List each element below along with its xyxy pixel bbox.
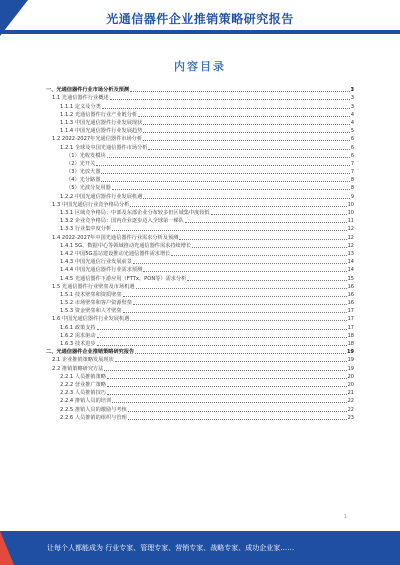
toc-entry-label: 1.6.1 政策支持 [60, 324, 96, 331]
toc-entry-label: 2.1 企业推销策略发展现状 [52, 357, 114, 364]
toc-entry-label: 1.5.3 资金壁垒和人才壁垒 [60, 308, 122, 315]
toc-leader-dots [135, 352, 346, 354]
toc-entry-page: 10 [347, 201, 354, 208]
toc-entry-label: 1.2.1 全球及中国光通信器件市场分析 [60, 144, 148, 151]
toc-entry-label: 1.1.3 中国光通信器件行业发展现状 [60, 119, 143, 126]
toc-leader-dots [112, 188, 350, 190]
toc-entry-page: 14 [347, 259, 354, 266]
toc-entry-page: 4 [350, 119, 354, 126]
toc-entry[interactable] [46, 364, 354, 372]
toc-entry[interactable] [46, 152, 354, 160]
toc-leader-dots [104, 369, 346, 371]
page-footer [0, 531, 400, 565]
toc-entry-label: 1.3.2 企业竞争格局：国内企业逐步迈入全球第一梯队 [60, 218, 184, 225]
toc-entry-page: 11 [347, 218, 354, 225]
toc-entry-label: 1.1.2 光通信器件行业产业链分析 [60, 111, 138, 118]
toc-leader-dots [143, 270, 346, 272]
toc-entry[interactable] [46, 102, 354, 110]
toc-leader-dots [107, 393, 347, 395]
toc-entry[interactable] [46, 405, 354, 413]
toc-entry-label: 2.2.6 人员推销的组织与管理 [60, 414, 127, 421]
toc-entry-page: 12 [347, 226, 354, 233]
toc-leader-dots [128, 418, 347, 420]
toc-entry[interactable] [46, 356, 354, 364]
toc-entry[interactable] [46, 258, 354, 266]
toc-entry-page: 8 [350, 177, 354, 184]
toc-leader-dots [179, 238, 346, 240]
toc-entry-page: 19 [347, 365, 354, 372]
toc-entry-label: 1.1.4 中国光通信器件行业发展趋势 [60, 128, 143, 135]
toc-entry-label: （4）光分路器 [66, 177, 101, 184]
toc-leader-dots [110, 98, 350, 100]
toc-entry-page: 13 [347, 250, 354, 257]
toc-entry[interactable] [46, 176, 354, 184]
toc-entry[interactable] [46, 143, 354, 151]
toc-entry[interactable] [46, 94, 354, 102]
toc-entry[interactable] [46, 184, 354, 192]
toc-entry[interactable] [46, 86, 354, 94]
toc-leader-dots [96, 164, 350, 166]
toc-entry-label: 1.4.3 中国光通信行业发展前景 [60, 259, 132, 266]
toc-entry[interactable] [46, 135, 354, 143]
toc-entry-label: 1.4.4 中国光通信器件行业需求预测 [60, 267, 143, 274]
toc-leader-dots [97, 336, 347, 338]
toc-entry-label: 1.2 2022-2027年光通信器件市场分析 [52, 136, 143, 143]
toc-entry-page: 21 [347, 390, 354, 397]
toc-entry[interactable] [46, 250, 354, 258]
toc-entry-label: 1.2.2 中国光通信器件行业发展机遇 [60, 193, 143, 200]
toc-entry[interactable] [46, 332, 354, 340]
toc-entry[interactable] [46, 397, 354, 405]
toc-entry-page: 3 [350, 103, 354, 110]
toc-entry-label: 1.4.1 5G、数据中心等领域推动光通信器件需求持续增长 [60, 242, 192, 249]
toc-entry-label: （2）光开关 [66, 160, 96, 167]
toc-entry-page: 7 [350, 169, 354, 176]
toc-entry-label: （5）光波分复用器 [66, 185, 111, 192]
toc-entry-page: 20 [347, 381, 354, 388]
toc-entry-page: 20 [347, 373, 354, 380]
toc-entry-label: 1.5 光通信器件行业壁垒及市场机遇 [52, 283, 135, 290]
toc-entry-page: 23 [347, 414, 354, 421]
toc-entry[interactable] [46, 225, 354, 233]
toc-leader-dots [112, 229, 346, 231]
toc-leader-dots [143, 197, 350, 199]
toc-entry[interactable] [46, 315, 354, 323]
toc-leader-dots [148, 148, 349, 150]
toc-leader-dots [143, 123, 350, 125]
toc-entry-page: 8 [350, 185, 354, 192]
toc-entry-page: 7 [350, 160, 354, 167]
toc-entry-page: 6 [350, 152, 354, 159]
toc-entry-page: 3 [350, 95, 354, 102]
toc-entry-label: 1.5.1 技术壁垒和资质壁垒 [60, 291, 122, 298]
toc-leader-dots [143, 131, 350, 133]
toc-entry[interactable] [46, 192, 354, 200]
toc-entry[interactable] [46, 209, 354, 217]
toc-leader-dots [101, 172, 349, 174]
toc-entry[interactable] [46, 414, 354, 422]
toc-entry-page: 4 [350, 111, 354, 118]
toc-leader-dots [138, 115, 350, 117]
toc-leader-dots [133, 262, 347, 264]
toc-entry-page: 16 [347, 283, 354, 290]
toc-entry[interactable] [46, 160, 354, 168]
toc-entry[interactable] [46, 323, 354, 331]
toc-entry-label: （3）光放大器 [66, 169, 101, 176]
toc-entry-page: 19 [347, 357, 354, 364]
toc-leader-dots [102, 107, 350, 109]
toc-entry[interactable] [46, 274, 354, 282]
toc-entry-page: 17 [347, 308, 354, 315]
toc-entry-label: （1）光收发模块 [66, 152, 106, 159]
toc-leader-dots [130, 319, 346, 321]
toc-entry[interactable] [46, 217, 354, 225]
toc-entry[interactable] [46, 348, 354, 356]
toc-leader-dots [130, 205, 346, 207]
toc-leader-dots [211, 213, 347, 215]
toc-entry-label: 2.2.3 人员推销技巧 [60, 390, 106, 397]
toc-entry-label: 1.4.2 中国5G基站建设推动光通信器件需求增长 [60, 250, 171, 257]
toc-entry-page: 15 [347, 275, 354, 282]
toc-entry-page: 6 [350, 136, 354, 143]
toc-entry-page: 22 [347, 406, 354, 413]
toc-entry[interactable] [46, 242, 354, 250]
toc-leader-dots [136, 287, 347, 289]
toc-leader-dots [171, 254, 346, 256]
toc-entry-page: 3 [350, 87, 354, 94]
toc-leader-dots [115, 360, 347, 362]
toc-entry[interactable] [46, 373, 354, 381]
toc-entry[interactable] [46, 340, 354, 348]
toc-entry-page: 12 [347, 242, 354, 249]
toc-entry[interactable] [46, 266, 354, 274]
toc-entry[interactable] [46, 299, 354, 307]
toc-entry[interactable] [46, 291, 354, 299]
toc-entry-label: 1.6.3 技术进步 [60, 341, 96, 347]
toc-entry-page: 14 [347, 267, 354, 274]
toc-leader-dots [107, 385, 347, 387]
toc-entry-page: 17 [347, 324, 354, 331]
toc-leader-dots [185, 221, 347, 223]
toc-entry-label: 2.2.2 营业推广策略 [60, 381, 106, 388]
toc-entry-page: 18 [347, 332, 354, 339]
toc-entry[interactable] [46, 127, 354, 135]
toc-entry-label: 1.3.3 行业集中度分析 [60, 226, 112, 233]
toc-leader-dots [133, 303, 347, 305]
table-of-contents [46, 86, 354, 422]
toc-entry-label: 2.2 推销策略研究方法 [52, 365, 104, 372]
header-rule [0, 30, 400, 34]
toc-entry-page: 16 [347, 300, 354, 307]
toc-entry-page: 16 [347, 291, 354, 298]
toc-entry[interactable] [46, 283, 354, 291]
toc-entry-label: 2.2.5 推销人员的激励与考核 [60, 406, 127, 413]
toc-entry-label: 1.5.2 市场壁垒和客户资源壁垒 [60, 300, 132, 307]
toc-leader-dots [107, 156, 350, 158]
toc-entry-page: 5 [350, 128, 354, 135]
toc-entry[interactable] [46, 307, 354, 315]
toc-entry-page: 19 [347, 349, 354, 356]
page-number: 1 [344, 514, 348, 520]
toc-leader-dots [97, 344, 347, 346]
toc-leader-dots [192, 246, 347, 248]
toc-leader-dots [97, 328, 347, 330]
toc-entry[interactable] [46, 168, 354, 176]
toc-entry-page: 9 [350, 193, 354, 200]
report-title: 光通信器件企业推销策略研究报告 [106, 12, 294, 26]
toc-entry[interactable] [46, 389, 354, 397]
toc-entry-label: 1.1.1 定义及分类 [60, 103, 101, 110]
toc-entry-page: 6 [350, 144, 354, 151]
toc-leader-dots [101, 180, 349, 182]
toc-entry-label: 1.6 中国光通信器件行业发展机遇 [52, 316, 130, 323]
toc-entry-page: 17 [347, 316, 354, 323]
toc-entry-label: 1.3.1 区域竞争格局：中部及东部企业分布较多但区域集中度较低 [60, 210, 210, 216]
toc-entry-label: 一、光通信器件行业市场分析及预测 [46, 87, 130, 94]
toc-leader-dots [123, 311, 347, 313]
toc-leader-dots [128, 410, 347, 412]
toc-heading: 内容目录 [174, 60, 226, 73]
toc-entry[interactable] [46, 233, 354, 241]
toc-entry-label: 1.1 光通信器件行业概述 [52, 95, 109, 102]
toc-entry-page: 10 [347, 210, 354, 216]
toc-entry[interactable] [46, 119, 354, 127]
page-header [0, 0, 400, 36]
toc-leader-dots [123, 295, 347, 297]
toc-leader-dots [130, 90, 350, 92]
toc-leader-dots [187, 279, 346, 281]
toc-entry[interactable] [46, 381, 354, 389]
toc-entry[interactable] [46, 111, 354, 119]
toc-entry-label: 1.4 2022-2027年中国光通信器件行业需求分析及预测 [52, 234, 179, 241]
toc-entry-label: 1.6.2 需求驱动 [60, 332, 96, 339]
toc-entry-page: 12 [347, 234, 354, 241]
toc-leader-dots [112, 401, 346, 403]
toc-entry-page: 18 [347, 341, 354, 347]
toc-entry-page: 22 [347, 398, 354, 405]
footer-slogan: 让每个人都能成为 行业专家、管理专家、营销专家、战略专家、成功企业家…… [47, 544, 295, 552]
toc-entry-label: 1.4.5 光通信器件下游应用（FTTx、PON等）需求分析 [60, 275, 187, 282]
toc-entry[interactable] [46, 201, 354, 209]
toc-entry-label: 二、光通信器件企业推销策略研究报告 [46, 349, 135, 356]
toc-entry-label: 2.2.4 推销人员的培训 [60, 398, 112, 405]
toc-entry-label: 1.3 中国光通信行业竞争格局分析 [52, 201, 130, 208]
toc-leader-dots [143, 139, 350, 141]
toc-entry-label: 2.2.1 人员推销策略 [60, 373, 106, 380]
toc-leader-dots [107, 377, 347, 379]
